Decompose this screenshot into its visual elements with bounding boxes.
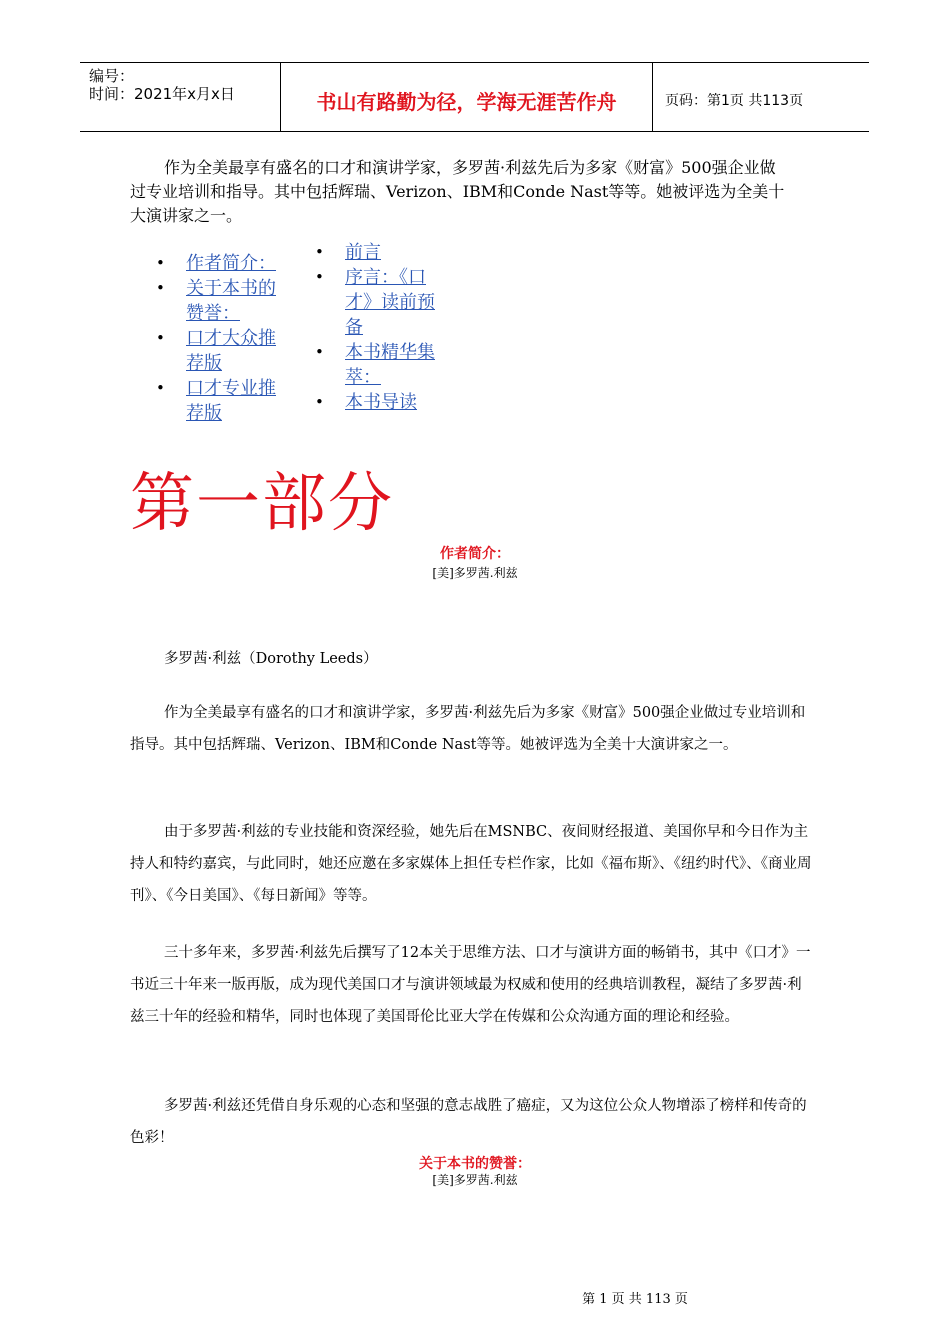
toc-link-praise[interactable]: 关于本书的赞誉： bbox=[186, 278, 276, 324]
author-bio-body bbox=[130, 1090, 815, 1154]
author-bio-body bbox=[130, 816, 815, 912]
bio-paragraph-1: 作为全美最享有盛名的口才和演讲学家，多罗茜·利兹先后为多家《财富》500强企业做过专业培训和指导。其中包括辉瑞、Verizon、IBM和Conde Nast等等。她被评选为全美十大演讲家之一。 bbox=[130, 705, 806, 753]
bio-paragraph-4: 多罗茜·利兹还凭借自身乐观的心态和坚强的意志战胜了癌症，又为这位公众人物增添了榜样和传奇的色彩！ bbox=[130, 1098, 807, 1146]
toc-item bbox=[156, 326, 291, 376]
page-footer: 第 1 页 共 113 页 bbox=[582, 1292, 688, 1307]
toc-link-foreword[interactable]: 前言 bbox=[345, 242, 381, 263]
toc-item bbox=[315, 340, 450, 390]
author-bio-body bbox=[130, 937, 815, 1033]
bio-paragraph-2: 由于多罗茜·利兹的专业技能和资深经验，她先后在MSNBC、夜间财经报道、美国你早和今日作为主持人和特约嘉宾，与此同时，她还应邀在多家媒体上担任专栏作家，比如《福布斯》、《纽约时代》、《商业周刊》、《今日美国》、《每日新闻》等等。 bbox=[130, 824, 812, 904]
toc-link-highlights[interactable]: 本书精华集萃： bbox=[345, 342, 435, 388]
toc-link-preface[interactable]: 序言：《口才》读前预备 bbox=[345, 267, 435, 338]
toc-item bbox=[156, 251, 291, 276]
toc-left-column bbox=[156, 251, 291, 426]
section-title-author-bio: 作者简介： bbox=[440, 546, 510, 562]
part-title: 第一部分 bbox=[130, 467, 394, 541]
bio-paragraph-3: 三十多年来，多罗茜·利兹先后撰写了12本关于思维方法、口才与演讲方面的畅销书，其中《口才》一书近三十年来一版再版，成为现代美国口才与演讲领域最为权威和使用的经典培训教程，凝结了多罗茜·利兹三十年的经验和精华，同时也体现了美国哥伦比亚大学在传媒和公众沟通方面的理论和经验。 bbox=[130, 945, 811, 1025]
toc-link-popular-edition[interactable]: 口才大众推荐版 bbox=[186, 328, 276, 374]
toc-item bbox=[156, 276, 291, 326]
toc-item bbox=[156, 376, 291, 426]
toc-item bbox=[315, 265, 450, 340]
toc-item bbox=[315, 390, 450, 415]
document-number-label: 编号： bbox=[89, 67, 135, 85]
section-title-praise: 关于本书的赞誉： bbox=[419, 1156, 531, 1172]
page-header bbox=[80, 62, 869, 132]
toc-link-guide[interactable]: 本书导读 bbox=[345, 392, 417, 413]
intro-paragraph: 作为全美最享有盛名的口才和演讲学家，多罗茜·利兹先后为多家《财富》500强企业做过专业培训和指导。其中包括辉瑞、Verizon、IBM和Conde Nast等等。她被评选为全美十大演讲家之一。 bbox=[130, 158, 785, 225]
section-author-byline: [美]多罗茜.利兹 bbox=[432, 1173, 518, 1187]
author-bio-body bbox=[130, 697, 815, 761]
header-motto: 书山有路勤为径，学海无涯苦作舟 bbox=[280, 63, 653, 131]
section-author-byline: [美]多罗茜.利兹 bbox=[432, 566, 518, 580]
bio-paragraph-name: 多罗茜·利兹（Dorothy Leeds） bbox=[164, 651, 378, 667]
toc-item bbox=[315, 240, 450, 265]
author-bio-body bbox=[130, 643, 815, 675]
toc-right-column bbox=[315, 240, 450, 415]
intro-section bbox=[130, 156, 790, 228]
toc-link-author-bio[interactable]: 作者简介： bbox=[186, 253, 276, 274]
toc-link-professional-edition[interactable]: 口才专业推荐版 bbox=[186, 378, 276, 424]
header-page-info: 页码：第1页 共113页 bbox=[665, 93, 804, 109]
document-time-label: 时间：2021年x月x日 bbox=[89, 85, 235, 103]
header-meta bbox=[80, 63, 280, 131]
